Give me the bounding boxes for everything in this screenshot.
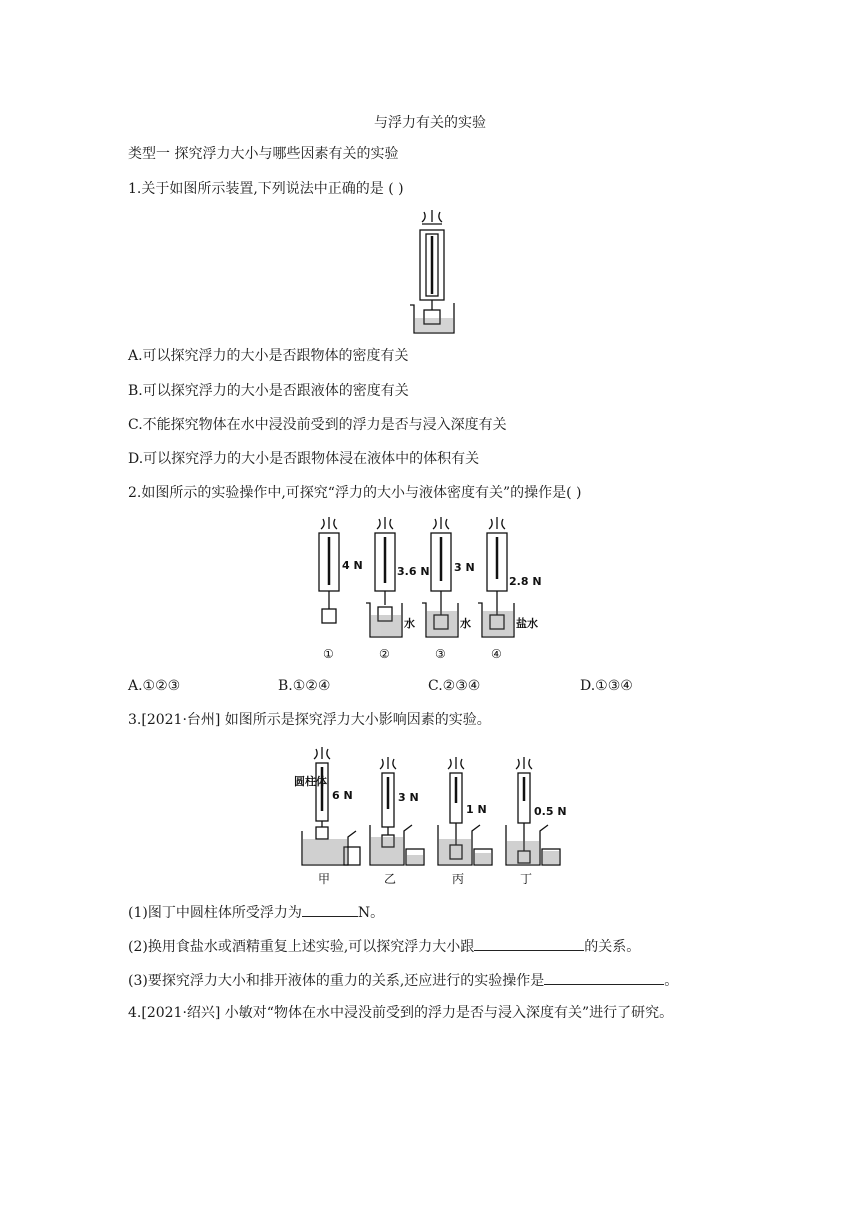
q1-option-d: D.可以探究浮力的大小是否跟物体浸在液体中的体积有关: [128, 451, 480, 467]
q2-option-c: C.②③④: [428, 678, 481, 694]
q3-sub3-tail: 。: [664, 973, 679, 989]
q3-sub2-blank[interactable]: [474, 936, 584, 951]
q2-liquid-4: 盐水: [516, 617, 538, 630]
q2-liquid-2: 水: [404, 617, 415, 630]
q1-option-c: C.不能探究物体在水中浸没前受到的浮力是否与浸入深度有关: [128, 417, 507, 433]
q3-reading-3: 1 N: [466, 803, 487, 816]
q3-caption-3: 丙: [452, 872, 465, 886]
q3-reading-1: 6 N: [332, 789, 353, 802]
q2-caption-3: ③: [435, 647, 446, 661]
q2-caption-2: ②: [379, 647, 390, 661]
q2-stem: 2.如图所示的实验操作中,可探究“浮力的大小与液体密度有关”的操作是( ): [128, 485, 582, 501]
q3-caption-4: 丁: [520, 872, 533, 886]
q2-figure: [310, 515, 560, 663]
q3-sub3-text: (3)要探究浮力大小和排开液体的重力的关系,还应进行的实验操作是: [128, 973, 545, 989]
q3-caption-1: 甲: [318, 872, 331, 886]
q2-option-a: A.①②③: [128, 678, 181, 694]
q3-sub2: [128, 936, 640, 956]
q2-caption-1: ①: [323, 647, 334, 661]
q2-option-d: D.①③④: [580, 678, 633, 694]
q3-sub1-blank[interactable]: [302, 902, 358, 917]
q3-object-label-1: 圆柱体: [294, 775, 327, 788]
q2-reading-2: 3.6 N: [397, 565, 430, 578]
q3-figure: [288, 745, 568, 889]
q2-caption-4: ④: [491, 647, 502, 661]
q2-option-b: B.①②④: [278, 678, 331, 694]
q1-stem: 1.关于如图所示装置,下列说法中正确的是 ( ): [128, 181, 404, 197]
q3-sub1-text: (1)图丁中圆柱体所受浮力为: [128, 905, 302, 921]
q3-sub2-tail: 的关系。: [584, 939, 641, 955]
q3-sub1-unit: N。: [357, 905, 385, 921]
q2-reading-1: 4 N: [342, 559, 363, 572]
q1-figure: [404, 210, 464, 334]
q3-sub3: [128, 970, 678, 990]
q2-reading-4: 2.8 N: [509, 575, 542, 588]
section-heading: 类型一 探究浮力大小与哪些因素有关的实验: [128, 146, 399, 162]
q3-sub3-blank[interactable]: [544, 970, 664, 985]
q1-option-b: B.可以探究浮力的大小是否跟液体的密度有关: [128, 383, 409, 399]
q4-stem: 4.[2021·绍兴] 小敏对“物体在水中浸没前受到的浮力是否与浸入深度有关”进行了研究。: [128, 1005, 674, 1021]
q3-caption-2: 乙: [384, 872, 397, 886]
q3-reading-2: 3 N: [398, 791, 419, 804]
q2-reading-3: 3 N: [454, 561, 475, 574]
q3-sub1: [128, 902, 384, 922]
q3-stem: 3.[2021·台州] 如图所示是探究浮力大小影响因素的实验。: [128, 712, 491, 728]
page-title: 与浮力有关的实验: [374, 115, 486, 131]
q3-sub2-text: (2)换用食盐水或酒精重复上述实验,可以探究浮力大小跟: [128, 939, 475, 955]
q3-reading-4: 0.5 N: [534, 805, 567, 818]
q2-liquid-3: 水: [460, 617, 471, 630]
q1-option-a: A.可以探究浮力的大小是否跟物体的密度有关: [128, 348, 409, 364]
